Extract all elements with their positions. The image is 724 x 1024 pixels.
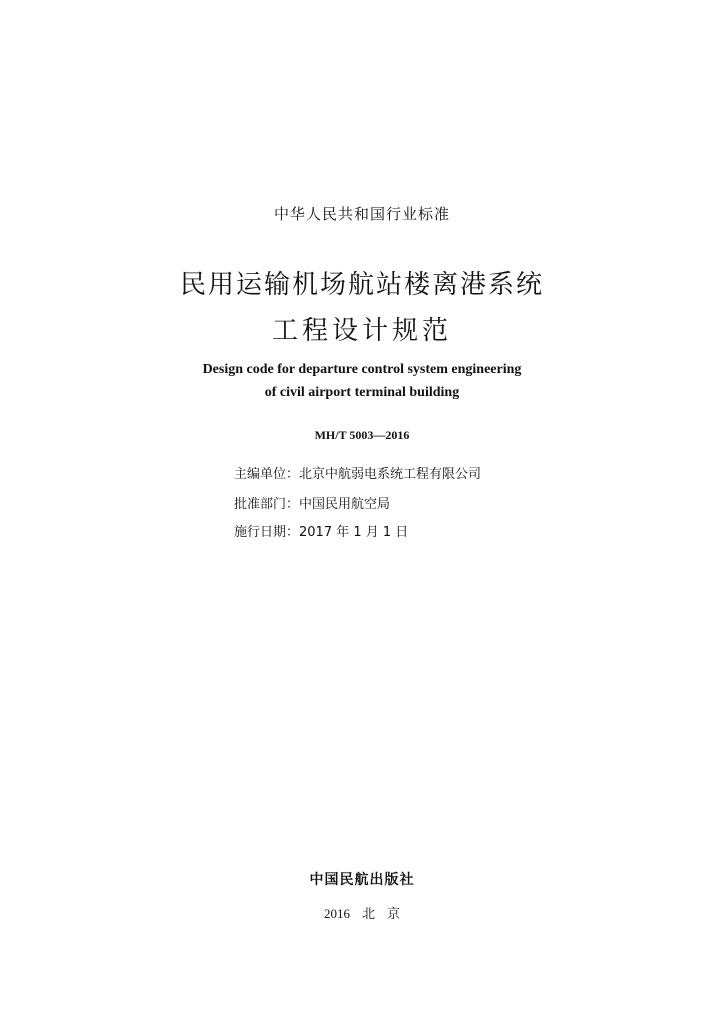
imprint-year: 2016	[323, 906, 350, 921]
imprint	[0, 903, 724, 922]
imprint-city-part-1: 北	[361, 906, 375, 921]
imprint-city-part-2: 京	[387, 906, 401, 921]
editor-label: 主编单位：	[234, 467, 300, 482]
approver-value: 中国民用航空局	[299, 497, 391, 512]
chinese-title-line-1: 民用运输机场航站楼离港系统	[179, 270, 544, 300]
editor-value: 北京中航弱电系统工程有限公司	[299, 467, 482, 482]
english-title-line-1: Design code for departure control system engineering	[202, 362, 522, 377]
standard-code: MH/T 5003—2016	[314, 428, 410, 442]
approver-info	[234, 493, 390, 512]
chinese-title-line-2: 工程设计规范	[271, 316, 452, 346]
effective-date-label: 施行日期：	[234, 525, 300, 540]
approver-label: 批准部门：	[234, 497, 300, 512]
effective-date-value: 2017 年 1 月 1 日	[299, 525, 409, 540]
effective-date-info	[234, 521, 408, 540]
standard-category: 中华人民共和国行业标准	[273, 205, 450, 223]
editor-info	[234, 463, 481, 482]
english-title-line-2: of civil airport terminal building	[264, 385, 460, 400]
publisher: 中国民航出版社	[309, 872, 415, 888]
